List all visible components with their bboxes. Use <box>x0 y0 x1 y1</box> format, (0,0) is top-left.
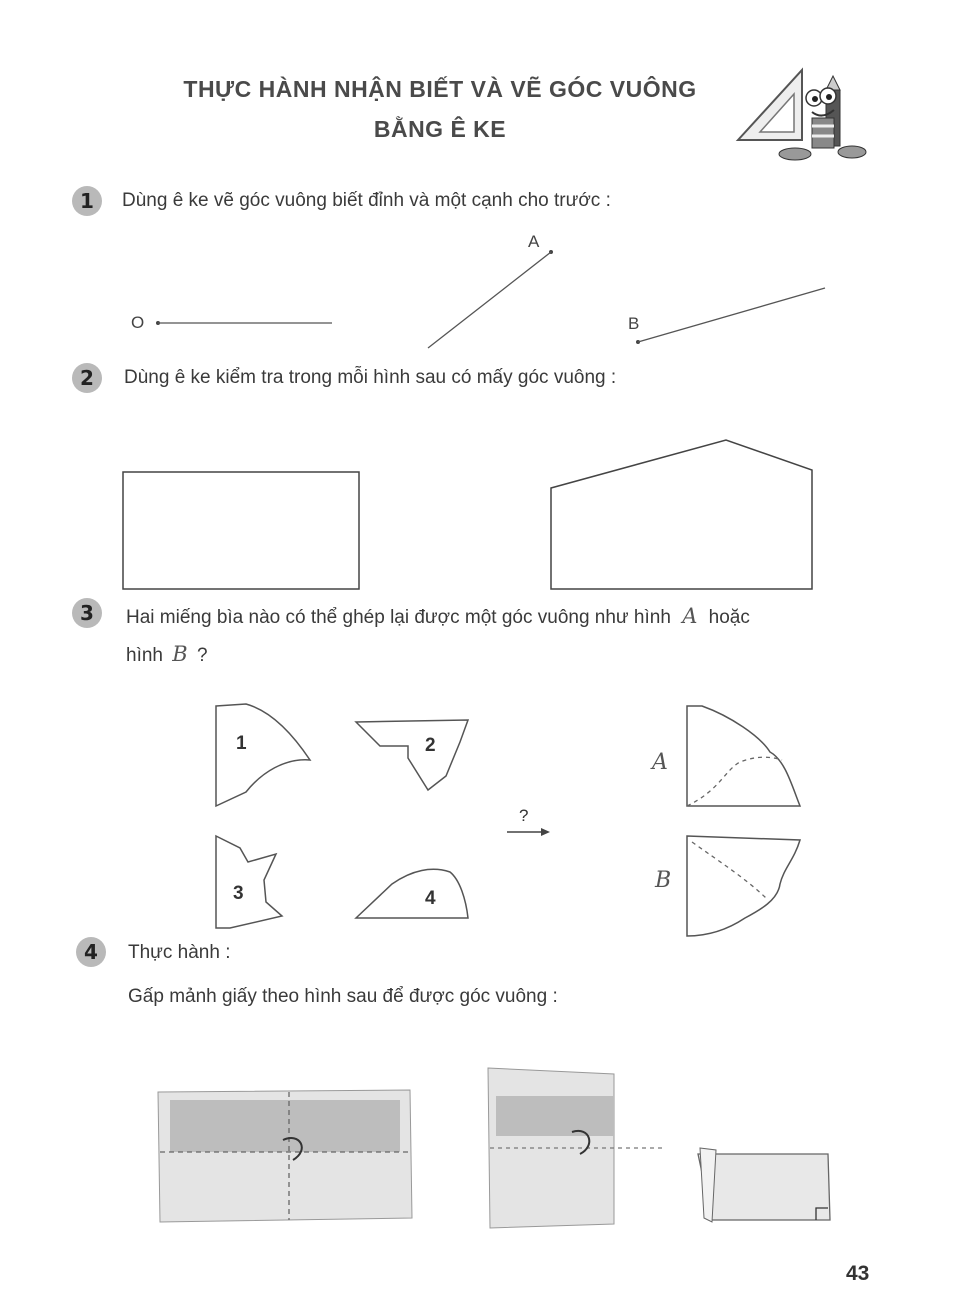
piece-3 <box>216 836 282 928</box>
ex3-arrow-icon <box>507 828 550 836</box>
exercise-3-text-end: ? <box>196 645 208 666</box>
exercise-4-text-line1: Thực hành : <box>128 942 231 963</box>
ex4-paper-3 <box>698 1148 830 1222</box>
ex4-paper-1 <box>158 1090 412 1222</box>
ex4-paper-2 <box>488 1068 662 1228</box>
shape-a-label: A <box>652 750 668 775</box>
page-number: 43 <box>846 1262 870 1285</box>
exercise-2-text: Dùng ê ke kiểm tra trong mỗi hình sau có mấy góc vuông : <box>124 367 617 388</box>
exercise-3-badge: 3 <box>72 598 102 628</box>
piece-3-label: 3 <box>233 883 244 904</box>
page-title-line2: BẰNG Ê KE <box>373 116 507 142</box>
ex3-shape-b <box>687 836 800 936</box>
ex3-shape-a <box>687 706 800 806</box>
point-b-label: B <box>628 314 640 333</box>
exercise-1-text: Dùng ê ke vẽ góc vuông biết đỉnh và một cạnh cho trước : <box>122 190 611 211</box>
exercise-3-text-mid: hoặc <box>708 607 750 628</box>
page-title-line1: THỰC HÀNH NHẬN BIẾT VÀ VẼ GÓC VUÔNG <box>183 76 697 102</box>
letter-a-script: A <box>682 604 698 628</box>
exercise-3-text <box>126 604 750 629</box>
shape-b-label: B <box>655 868 672 893</box>
arrow-question-label: ? <box>519 806 529 825</box>
ex2-figures <box>123 440 812 589</box>
point-a-label: A <box>528 232 540 251</box>
pentagon-shape <box>551 440 812 589</box>
piece-2 <box>356 720 468 790</box>
exercise-2-badge: 2 <box>72 363 102 393</box>
point-o-label: O <box>131 313 145 332</box>
exercise-3-text-line2: hình <box>126 645 163 666</box>
piece-1-label: 1 <box>236 733 247 754</box>
ex1-figures <box>156 250 825 348</box>
set-square-mascot-icon <box>738 70 866 160</box>
exercise-4-text-line2: Gấp mảnh giấy theo hình sau để được góc vuông : <box>128 986 558 1007</box>
piece-4-label: 4 <box>425 888 436 909</box>
piece-4 <box>356 869 468 918</box>
exercise-3-text-line1: Hai miếng bìa nào có thể ghép lại được một góc vuông như hình <box>126 607 671 628</box>
letter-b-script: B <box>172 642 188 666</box>
exercise-4-badge: 4 <box>76 937 106 967</box>
exercise-1-badge: 1 <box>72 186 102 216</box>
piece-1 <box>216 704 310 806</box>
exercise-3-text-2 <box>126 642 208 667</box>
rectangle-shape <box>123 472 359 589</box>
piece-2-label: 2 <box>425 735 436 756</box>
